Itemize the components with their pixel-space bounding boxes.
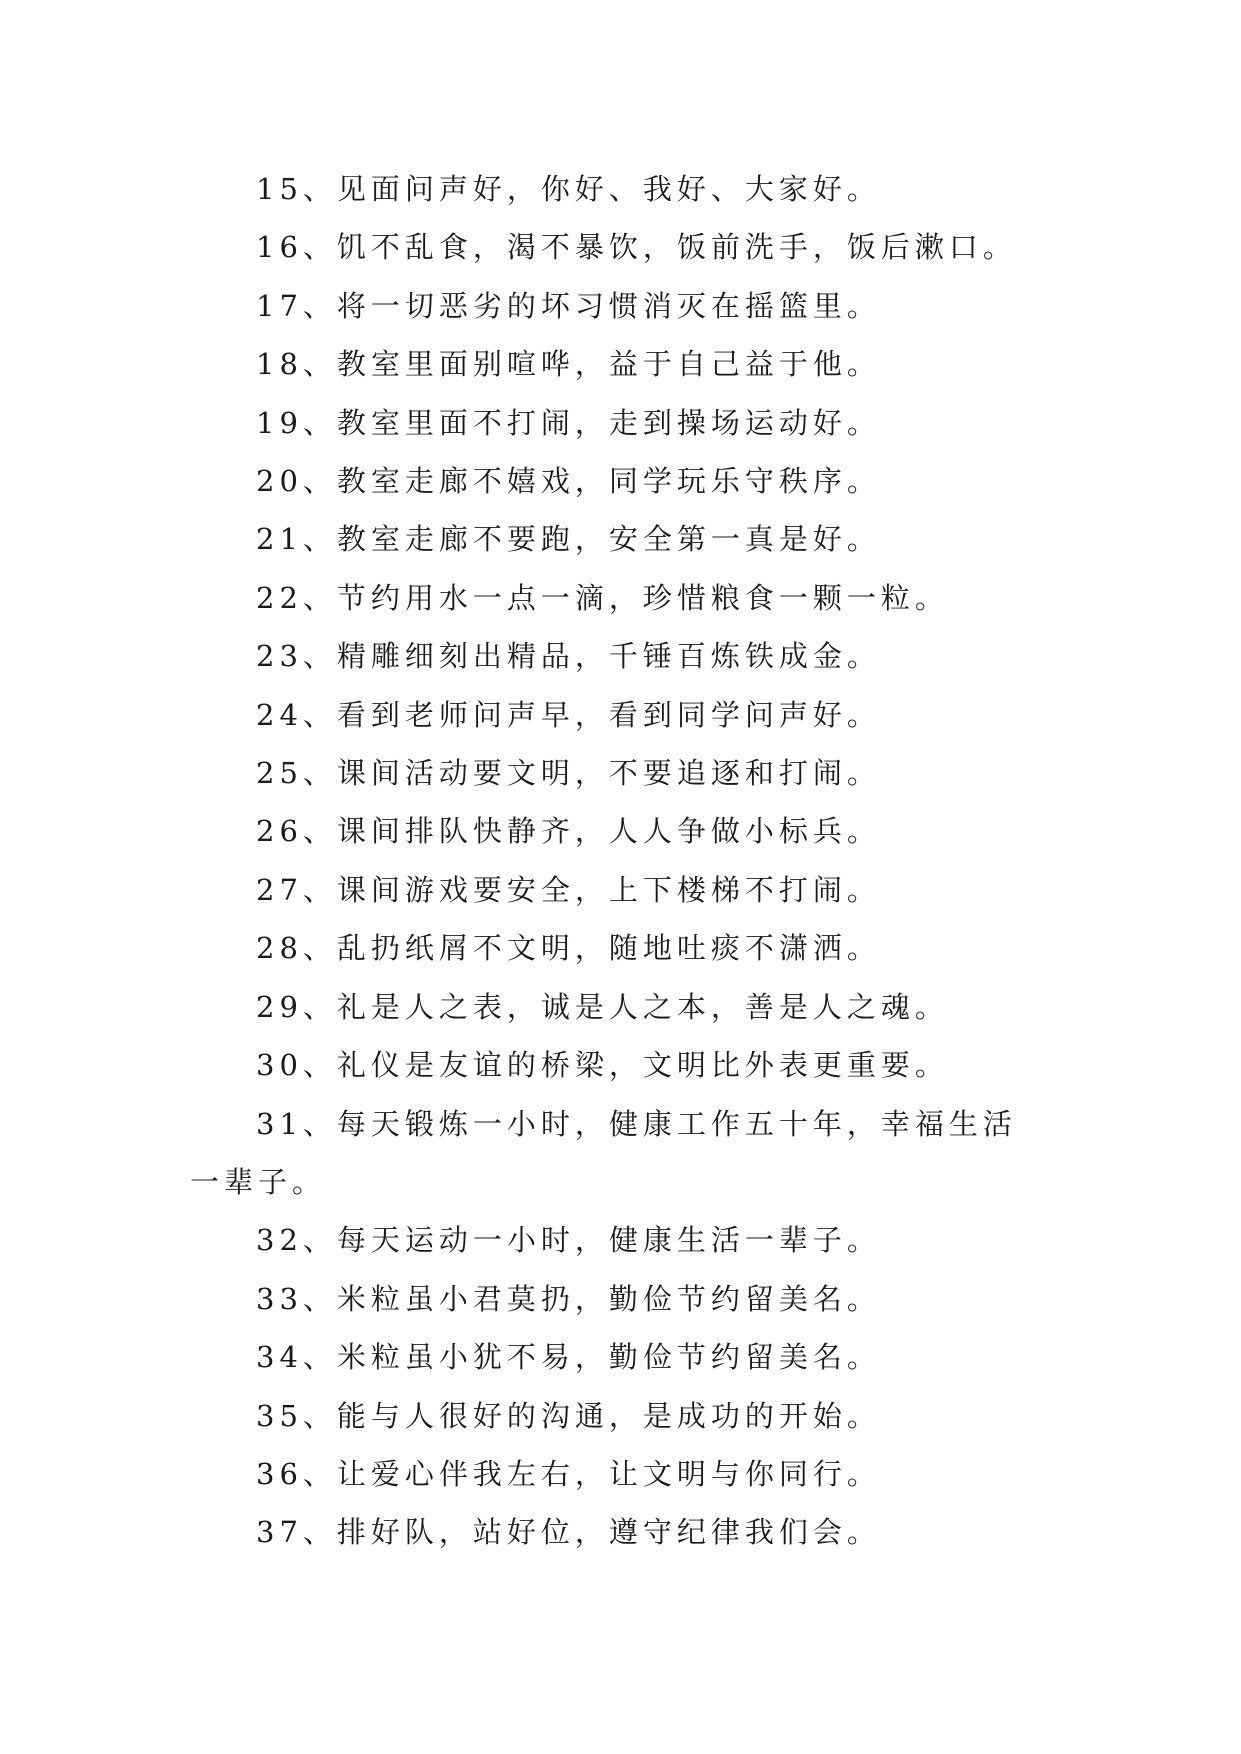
list-item: 27、课间游戏要安全，上下楼梯不打闹。 (256, 872, 881, 907)
list-item: 19、教室里面不打闹，走到操场运动好。 (256, 405, 881, 440)
list-item: 25、课间活动要文明，不要追逐和打闹。 (256, 756, 881, 791)
list-item: 24、看到老师问声早，看到同学问声好。 (256, 697, 881, 732)
slogan-list (190, 160, 1050, 1562)
list-item: 29、礼是人之表，诚是人之本，善是人之魂。 (256, 989, 949, 1024)
list-item: 28、乱扔纸屑不文明，随地吐痰不潇洒。 (256, 931, 881, 966)
list-item: 23、精雕细刻出精品，千锤百炼铁成金。 (256, 639, 881, 674)
list-item: 22、节约用水一点一滴，珍惜粮食一颗一粒。 (256, 580, 949, 615)
list-item: 17、将一切恶劣的坏习惯消灭在摇篮里。 (256, 288, 881, 323)
list-item: 33、米粒虽小君莫扔，勤俭节约留美名。 (256, 1281, 881, 1316)
list-item: 20、教室走廊不嬉戏，同学玩乐守秩序。 (256, 464, 881, 499)
list-item: 15、见面问声好，你好、我好、大家好。 (256, 172, 881, 206)
list-item: 37、排好队，站好位，遵守纪律我们会。 (256, 1515, 881, 1550)
list-item: 26、课间排队快静齐，人人争做小标兵。 (256, 814, 881, 849)
list-item: 36、让爱心伴我左右，让文明与你同行。 (256, 1456, 881, 1491)
list-item: 32、每天运动一小时，健康生活一辈子。 (256, 1223, 881, 1258)
list-item: 18、教室里面别喧哗，益于自己益于他。 (256, 347, 881, 382)
list-item: 35、能与人很好的沟通，是成功的开始。 (256, 1398, 881, 1433)
list-item: 30、礼仪是友谊的桥梁，文明比外表更重要。 (256, 1048, 949, 1083)
list-item: 21、教室走廊不要跑，安全第一真是好。 (256, 522, 881, 557)
list-item: 34、米粒虽小犹不易，勤俭节约留美名。 (256, 1340, 881, 1375)
list-item: 16、饥不乱食，渴不暴饮，饭前洗手，饭后漱口。 (256, 230, 1017, 265)
list-item: 31、每天锻炼一小时，健康工作五十年，幸福生活一辈子。 (190, 1106, 1017, 1199)
